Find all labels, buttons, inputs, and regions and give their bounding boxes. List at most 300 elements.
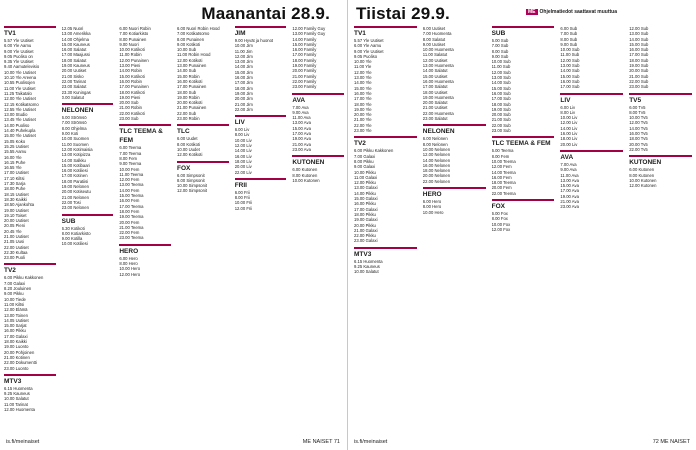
program-entry: 15.00 Sarjat — [4, 323, 27, 329]
channel-heading: TLC — [177, 124, 229, 136]
program-entry: 11.25 Taikatalo — [4, 90, 32, 96]
program-entry: 23.00 Nelonen — [61, 205, 89, 211]
program-entry: 12.00 Liv — [234, 143, 252, 149]
program-entry: 7.00 Kotiarkisto — [119, 31, 149, 37]
program-entry: 10.00 Uudet — [177, 146, 200, 152]
program-entry: 23.00 Sub — [491, 128, 511, 134]
program-entry: 12.00 Simpsonit — [177, 188, 208, 194]
listing-column — [629, 26, 692, 428]
program-entry: 17.00 Galaxi — [354, 206, 378, 212]
program-entry: 12.00 Kotikoti — [177, 57, 203, 63]
channel-heading: NELONEN — [62, 103, 114, 115]
program-entry: 21.00 Jim — [234, 101, 253, 107]
program-entry: 6.00 Sub — [491, 38, 509, 43]
program-entry: 22.00 Tv5 — [629, 146, 648, 152]
program-entry: 8.00 Nelonen — [422, 141, 448, 147]
program-entry: 11.00 Kiltsi — [4, 301, 25, 307]
program-entry: 16.00 Fem — [491, 174, 512, 180]
program-entry: 8.00 Fem — [491, 153, 510, 159]
program-entry: 7.00 Sub — [491, 43, 509, 49]
channel-heading: MTV3 — [4, 374, 56, 386]
channel-heading: FOX — [177, 161, 229, 173]
page-tag — [526, 9, 617, 15]
program-entry: 22.30 Kultaa — [4, 249, 28, 255]
program-entry: 19.00 Jim — [234, 90, 253, 96]
program-entry: 12.00 Kutonen — [629, 183, 657, 189]
program-entry: 11.00 Yle — [354, 64, 372, 70]
program-entry: 10.00 Frii — [234, 200, 253, 206]
program-entry: 20.00 Jim — [234, 96, 253, 102]
program-entry: 9.40 Aamutelevisio — [4, 64, 40, 70]
program-entry: 13.00 Ava — [292, 120, 311, 126]
program-entry: 13.00 Sub — [560, 63, 580, 69]
program-entry: 16.00 Tv5 — [629, 131, 648, 137]
program-entry: 20.00 Liv — [560, 141, 578, 147]
program-entry: 6.00 Hero — [422, 199, 442, 205]
program-entry: 13.00 Kotipizza — [61, 152, 91, 158]
program-entry: 22.00 Liv — [234, 169, 252, 175]
program-entry: 16.00 Salatut — [61, 47, 87, 53]
program-entry: 10.00 Kotiliesi — [61, 241, 88, 247]
program-entry: 10.00 Fem — [119, 166, 140, 172]
program-entry: 19.00 Family — [292, 63, 317, 69]
channel-heading: KUTONEN — [629, 155, 692, 167]
program-entry: 10.00 Yle Uutiset — [4, 69, 36, 75]
program-entry: 12.00 Sub — [491, 69, 511, 75]
program-entry: 17.00 Punainen — [119, 84, 149, 90]
channel-heading: MTV3 — [354, 247, 417, 259]
program-entry: 18.00 Fem — [119, 208, 140, 214]
program-entry: 13.00 Family Guy — [292, 31, 326, 37]
program-entry: 18.00 Teema — [491, 180, 516, 186]
program-entry: 22.00 Tosi — [61, 199, 81, 205]
program-entry: 15.00 Sub — [491, 85, 511, 91]
program-entry: 21.00 Family — [292, 73, 317, 79]
program-entry: 6.00 Yle Aamu — [354, 43, 382, 49]
program-entry: 14.40 Puhekupla — [4, 128, 36, 134]
program-entry: 19.00 Ava — [292, 136, 311, 142]
program-entry: 23.00 Luonto — [4, 365, 29, 371]
program-entry: 15.00 Kotikoti — [119, 73, 145, 79]
program-entry: 23.00 Salatut — [61, 84, 87, 90]
program-entry: 16.00 Jim — [234, 75, 253, 81]
program-entry: 7.00 Ava — [560, 161, 577, 167]
program-entry: 23.00 Yle — [354, 128, 372, 134]
program-entry: 10.00 Yle — [354, 59, 372, 65]
program-entry: 22.00 Teema — [491, 190, 516, 196]
program-entry: 11.00 Jim — [234, 48, 253, 54]
program-entry: 18.00 Puhe — [4, 186, 26, 192]
program-entry: 14.00 Fem — [119, 187, 140, 193]
program-entry: 16.55 Yle — [4, 165, 22, 171]
channel-heading: TV5 — [629, 93, 692, 105]
program-entry: 22.00 Sub — [629, 78, 649, 84]
footer-page-number: ME NAISET 71 — [302, 439, 340, 445]
program-entry: 18.15 Uutiset — [4, 191, 29, 197]
program-entry: 17.00 Galaxi — [4, 333, 28, 339]
program-entry: 14.00 Liv — [234, 148, 252, 154]
program-entry: 15.00 Galaxi — [354, 196, 378, 202]
program-entry: 14.00 Puoliso — [4, 122, 30, 128]
program-entry: 13.00 Jim — [234, 59, 253, 65]
program-entry: 17.00 Maajussi — [61, 52, 90, 58]
program-entry: 8.00 Kotikoti — [177, 141, 201, 147]
program-entry: 10.00 Sub — [560, 47, 580, 53]
program-entry: 16.00 Sub — [629, 47, 649, 53]
listing-column — [4, 26, 56, 428]
program-entry: 16.00 Robin — [119, 78, 142, 84]
channel-heading: TV2 — [4, 263, 56, 275]
program-entry: 18.00 Jim — [234, 85, 253, 91]
channel-heading: HERO — [119, 244, 171, 256]
program-entry: 8.00 Liv — [234, 132, 250, 138]
program-entry: 18.30 Kaikki — [4, 196, 27, 202]
program-entry: 22.00 Fem — [119, 230, 140, 236]
program-entry: 8.00 Kutonen — [629, 172, 655, 178]
program-entry: 13.00 Amerikka — [61, 31, 91, 37]
program-entry: 10.00 Hero — [422, 209, 444, 215]
program-entry: 23.00 Family — [292, 84, 317, 90]
program-entry: 6.00 Simpsonit — [177, 172, 205, 178]
program-entry: 12.00 Fem — [119, 177, 140, 183]
program-entry: 12.05 Nuori — [61, 26, 84, 31]
program-entry: 20.00 Liv — [234, 164, 252, 170]
program-entry: 16.00 Sub — [491, 90, 511, 96]
program-entry: 23.00 Puoli — [4, 255, 25, 261]
program-entry: 7.00 Galaxi — [4, 280, 26, 286]
program-entry: 6.00 Liv — [234, 127, 250, 133]
program-entry: 20.45 Yle — [4, 228, 22, 234]
program-entry: 12.00 Fem — [491, 164, 512, 170]
program-entry: 22.00 Tarinat — [61, 78, 86, 84]
program-entry: 22.00 Pikku — [354, 233, 376, 239]
program-entry: 12.15 Kotikatsomo — [4, 101, 39, 107]
program-entry: 21.00 Ava — [292, 141, 311, 147]
program-entry: 9.00 Sub — [560, 41, 578, 47]
program-entry: 12.00 Uutiset — [422, 57, 448, 63]
program-entry: 22.00 Sub — [177, 110, 197, 116]
program-entry: 16.00 Kotikoti — [177, 78, 203, 84]
program-entry: 14.00 Nelonen — [422, 157, 451, 163]
program-entry: 10.00 Kotikoti — [119, 47, 145, 53]
channel-heading: SUB — [62, 214, 114, 226]
program-entry: 12.00 Huomenta — [4, 407, 35, 412]
program-entry: 10.10 Yle Areena — [4, 75, 37, 81]
program-entry: 6.00 Yle Aamu — [4, 43, 32, 49]
program-entry: 12.00 Family Guy — [292, 26, 326, 31]
program-entry: 9.00 Ava — [292, 109, 309, 115]
program-entry: 9.00 Hyvät ja huonot — [234, 38, 274, 43]
program-entry: 13.00 Sub — [491, 75, 511, 81]
program-entry: 10.00 Nelonen — [422, 146, 451, 152]
program-entry: 6.00 Teema — [491, 148, 514, 154]
program-entry: 8.00 Punainen — [119, 36, 147, 42]
program-entry: 15.55 Aamu — [4, 149, 27, 155]
program-entry: 17.00 Sub — [629, 52, 649, 58]
program-entry: 12.00 Frii — [234, 205, 253, 211]
program-entry: 10.55 Puolisojen — [4, 80, 35, 86]
program-entry: 23.00 Sub — [629, 84, 649, 90]
program-entry: 19.00 Luonto — [4, 344, 29, 350]
program-entry: 17.00 Sub — [491, 96, 511, 102]
program-entry: 16.00 Pikku — [4, 328, 26, 334]
program-entry: 13.00 Toinen — [4, 312, 28, 318]
channel-heading: NELONEN — [423, 124, 486, 136]
listing-column — [119, 26, 171, 428]
program-entry: 12.00 Kotikoti — [177, 152, 203, 158]
program-entry: 12.00 Sub — [560, 57, 580, 63]
program-entry: 6.00 Pikku Kakkonen — [4, 275, 44, 281]
channel-heading: TV1 — [354, 26, 417, 38]
program-entry: 6.00 Tv5 — [629, 104, 646, 110]
program-entry: 21.00 Galaxi — [354, 227, 378, 233]
program-entry: 16.00 Yle — [354, 90, 372, 96]
program-entry: 16.00 Liv — [560, 131, 578, 137]
program-entry: 11.00 Salatut — [422, 52, 448, 58]
program-entry: 8.00 Sub — [560, 36, 578, 42]
program-entry: 21.00 Robin — [119, 105, 142, 111]
program-entry: 9.00 Teema — [119, 161, 142, 167]
program-entry: 8.00 Hero — [422, 204, 442, 210]
program-entry: 14.05 Uutiset — [4, 317, 29, 323]
footer-page-number: 72 ME NAISET — [652, 439, 690, 445]
day-title: Maanantai 28.9. — [201, 4, 330, 23]
program-entry: 7.00 Teema — [119, 150, 142, 156]
program-entry: 14.00 Liv — [560, 125, 578, 131]
program-entry: 9.00 Koti — [61, 131, 79, 137]
program-entry: 13.00 Sub — [629, 31, 649, 37]
program-entry: 6.00 Uudet — [177, 136, 198, 142]
program-entry: 20.00 Pohjoinen — [4, 349, 35, 355]
program-entry: 19.00 Sub — [491, 106, 511, 112]
program-entry: 8.00 Fem — [119, 155, 138, 161]
program-entry: 6.00 Nuori Robin Hood — [177, 26, 220, 31]
program-entry: 10.00 Fox — [491, 221, 511, 227]
program-entry: 6.15 Huomenta — [4, 385, 33, 391]
program-entry: 18.00 Liv — [560, 136, 578, 142]
tag-badge: ME — [528, 9, 536, 15]
program-entry: 20.00 Sub — [491, 112, 511, 118]
program-entry: 10.00 Sub — [491, 59, 511, 65]
program-entry: 12.00 Pikku — [354, 180, 376, 186]
program-entry: 12.00 Hero — [119, 271, 141, 277]
program-entry: 23.00 Sub — [119, 116, 139, 122]
listing-column — [177, 26, 229, 428]
program-entry: 12.00 Nelonen — [422, 152, 451, 158]
program-entry: 9.35 Yle Uutiset — [4, 59, 34, 65]
program-entry: 21.00 Kotinen — [4, 354, 30, 360]
program-entry: 7.00 Ava — [292, 104, 309, 110]
program-entry: 18.00 Tv5 — [629, 136, 648, 142]
program-entry: 20.05 Pieni — [4, 223, 25, 229]
program-entry: 14.00 Yle — [354, 80, 372, 86]
program-entry: 20.00 Salatut — [422, 100, 448, 106]
program-entry: 10.00 Kutonen — [292, 177, 320, 183]
program-entry: 18.00 Uutiset — [422, 89, 448, 95]
program-entry: 10.00 Kutonen — [629, 177, 657, 183]
footer-url: is.fi/meinaiset — [354, 439, 388, 445]
program-entry: 21.00 Nelonen — [61, 194, 89, 200]
program-entry: 21.00 Yle — [354, 117, 372, 123]
program-entry: 22.00 Huomenta — [422, 110, 454, 116]
program-entry: 9.05 Puoliso — [354, 53, 378, 59]
program-entry: 16.00 Yle — [4, 154, 22, 160]
program-entry: 11.00 Robin — [119, 52, 142, 58]
program-entry: 0.00 Salatut — [61, 94, 85, 100]
program-entry: 11.00 Sub — [560, 52, 580, 58]
program-entry: 11.00 Galaxi — [354, 174, 378, 180]
program-entry: 20.00 Kotikoti — [177, 100, 203, 106]
program-entry: 20.00 Sub — [629, 68, 649, 74]
channel-heading: TV2 — [354, 136, 417, 148]
program-entry: 6.30 Kotikoti — [61, 225, 85, 231]
program-entry: 15.00 Sub — [629, 41, 649, 47]
program-entry: 10.00 Tv5 — [629, 115, 648, 121]
program-entry: 14.00 Salkku — [61, 157, 86, 163]
program-entry: 18.00 Yle — [354, 101, 372, 107]
program-entry: 18.00 Nelonen — [422, 168, 451, 174]
program-entry: 18.50 Ajankohta — [4, 202, 35, 208]
program-entry: 17.00 Punainen — [177, 84, 207, 90]
program-entry: 10.00 Liv — [560, 115, 578, 121]
program-entry: 10.00 Jim — [234, 43, 253, 49]
program-entry: 7.00 Sub — [560, 31, 578, 37]
listing-column — [292, 26, 344, 428]
program-entry: 14.00 Sub — [177, 68, 197, 74]
program-entry: 6.00 Nuori Robin — [119, 26, 151, 31]
program-entry: 8.00 Frii — [234, 195, 250, 201]
program-entry: 9.25 Kauneus — [4, 391, 30, 397]
program-entry: 6.15 Huomenta — [354, 258, 383, 264]
program-entry: 18.00 Sub — [629, 57, 649, 63]
day-title: Tiistai 29.9. — [356, 4, 450, 23]
program-entry: 16.00 Kotiliesi — [61, 168, 88, 174]
program-entry: 16.00 Fem — [119, 198, 140, 204]
program-entry: 13.00 Punainen — [177, 63, 207, 69]
program-entry: 14.00 Pikku — [354, 190, 376, 196]
program-entry: 9.00 Yle Uutiset — [4, 48, 34, 54]
program-entry: 5.57 Yle Uutiset — [354, 38, 384, 43]
program-entry: 20.00 Pikku — [354, 222, 376, 228]
program-entry: 8.00 Hero — [119, 260, 138, 266]
program-entry: 23.00 Teema — [119, 235, 144, 241]
program-entry: 6.00 Teema — [119, 145, 142, 151]
program-entry: 13.00 Pieni — [119, 63, 141, 69]
program-entry: 11.00 Tarinat — [4, 401, 28, 407]
program-entry: 10.00 Huomenta — [422, 47, 454, 53]
program-entry: 19.00 Teema — [119, 214, 144, 220]
program-entry: 18.00 Sub — [491, 101, 511, 107]
program-entry: 19.00 Pieni — [119, 94, 141, 100]
program-entry: 9.00 Kotikoti — [177, 41, 201, 47]
program-entry: 13.45 Yle Uutiset — [4, 117, 36, 123]
program-entry: 10.00 Tiede — [4, 296, 26, 302]
tv-listing-columns — [4, 26, 344, 428]
program-entry: 10.00 Simpsonit — [177, 183, 208, 189]
program-entry: 20.00 Tv5 — [629, 141, 648, 147]
program-entry: 17.00 Jim — [234, 80, 253, 86]
program-entry: 14.00 Ohjelma — [61, 36, 89, 42]
channel-heading: AVA — [560, 150, 623, 162]
program-entry: 14.00 Robin — [119, 68, 142, 74]
program-entry: 17.10 Kiltsi — [4, 175, 25, 181]
program-entry: 16.15 Puhe — [4, 159, 26, 165]
program-entry: 12.00 Liv — [560, 120, 578, 126]
program-entry: 12.00 Punainen — [119, 57, 149, 63]
program-entry: 11.00 Yle Uutiset — [4, 85, 36, 91]
program-entry: 8.00 Sub — [491, 48, 509, 54]
program-entry: 16.00 Nelonen — [422, 162, 451, 168]
program-entry: 17.00 Ava — [292, 131, 311, 137]
channel-heading: TLC TEEMA & FEM — [119, 124, 171, 145]
program-entry: 22.00 Yle — [354, 122, 372, 128]
channel-heading: LIV — [560, 93, 623, 105]
program-entry: 19.00 Ava — [560, 193, 579, 199]
channel-heading: KUTONEN — [292, 155, 344, 167]
program-entry: 11.00 Robin Hood — [177, 52, 211, 58]
program-entry: 19.00 Robin — [177, 94, 200, 100]
program-entry: 11.00 Sub — [491, 64, 511, 70]
program-entry: 15.00 Yle — [354, 85, 372, 91]
channel-heading: FOX — [492, 199, 555, 211]
program-entry: 8.00 Simpsonit — [177, 177, 205, 183]
program-entry: 15.00 Yle Uutiset — [4, 133, 36, 139]
channel-heading: TLC TEEMA & FEM — [492, 136, 555, 148]
program-entry: 20.00 Kotiseutu — [61, 189, 91, 195]
program-entry: 19.00 Nelonen — [61, 184, 89, 190]
program-entry: 17.00 Uutiset — [4, 170, 29, 176]
program-entry: 23.00 Galaxi — [354, 238, 378, 244]
program-entry: 7.00 Strömsö — [61, 120, 87, 126]
program-entry: 18.00 Paratiisi — [61, 178, 89, 184]
program-entry: 13.00 Galaxi — [354, 185, 378, 191]
program-entry: 18.00 Kotikoti — [119, 89, 145, 95]
program-entry: 19.00 Huomenta — [422, 94, 454, 100]
program-entry: 20.00 Uutiset — [61, 68, 87, 74]
program-entry: 6.00 Nelonen — [422, 136, 448, 142]
program-entry: 12.55 Yle Uutiset — [4, 106, 36, 112]
program-entry: 9.05 Puoliso on — [4, 53, 33, 59]
program-entry: 21.00 Sub — [491, 117, 511, 123]
program-entry: 17.00 Salatut — [422, 84, 448, 90]
program-entry: 17.00 Ava — [560, 188, 579, 194]
program-entry: 18.00 Liv — [234, 158, 252, 164]
program-entry: 9.00 Kotilla — [61, 236, 83, 242]
program-entry: 23.00 Ava — [560, 204, 579, 210]
program-entry: 12.00 Sub — [629, 26, 649, 31]
program-entry: 6.00 Uutiset — [422, 26, 446, 31]
channel-heading: JIM — [235, 26, 287, 38]
program-entry: 8.00 Fox — [491, 216, 508, 222]
program-entry: 8.00 Liv — [560, 109, 576, 115]
program-entry: 8.20 Jouluinen — [4, 286, 32, 292]
program-entry: 15.00 Teema — [119, 193, 144, 199]
program-entry: 9.25 Kauneus — [354, 263, 380, 269]
program-entry: 17.00 Yle — [354, 96, 372, 102]
channel-heading: HERO — [423, 187, 486, 199]
program-entry: 19.00 Kauneus — [61, 63, 90, 69]
program-entry: 21.00 Uutiset — [422, 105, 448, 111]
program-entry: 9.00 Sub — [491, 53, 509, 59]
program-entry: 10.00 Sub — [177, 47, 197, 53]
program-entry: 15.25 Uutiset — [4, 143, 29, 149]
program-entry: 5.57 Yle Uutiset — [4, 38, 34, 43]
program-entry: 8.00 Salatut — [422, 36, 446, 42]
program-entry: 22.00 Sub — [491, 122, 511, 128]
program-entry: 13.00 Ava — [560, 177, 579, 183]
program-entry: 18.00 Pikku — [354, 211, 376, 217]
program-entry: 20.00 Fem — [119, 219, 140, 225]
